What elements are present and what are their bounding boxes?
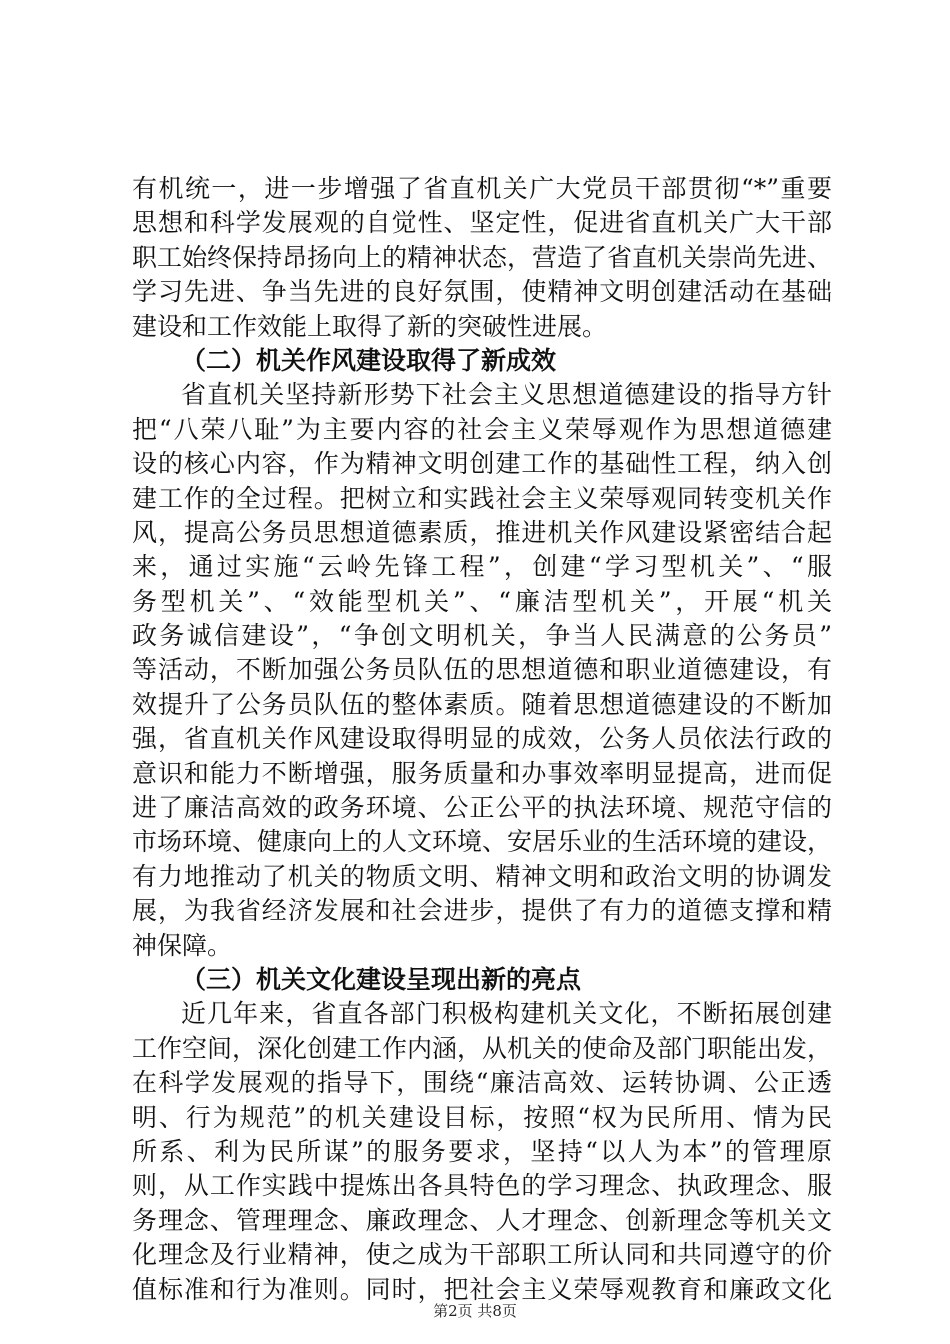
text-line: 把“八荣八耻”为主要内容的社会主义荣辱观作为思想道德建 [132,414,832,444]
text-line: 意识和能力不断增强，服务质量和办事效率明显提高，进而促 [132,758,832,788]
text-line: 神保障。 [132,930,233,960]
text-line: 所系、利为民所谋”的服务要求，坚持“以人为本”的管理原 [132,1136,832,1166]
text-line: 建设和工作效能上取得了新的突破性进展。 [132,311,608,341]
text-line: 进了廉洁高效的政务环境、公正公平的执法环境、规范守信的 [132,793,832,823]
text-line: 学习先进、争当先进的良好氛围，使精神文明创建活动在基础 [132,277,832,307]
section-heading-2: （二）机关作风建设取得了新成效 [181,345,557,375]
text-line: 省直机关坚持新形势下社会主义思想道德建设的指导方针 [181,380,832,410]
text-line: 效提升了公务员队伍的整体素质。随着思想道德建设的不断加 [132,689,832,719]
text-line: 有机统一，进一步增强了省直机关广大党员干部贯彻“*”重要 [132,174,832,203]
page-footer: 第2页 共8页 [433,1302,517,1320]
paragraph-2 [132,378,832,963]
text-line: 在科学发展观的指导下，围绕“廉洁高效、运转协调、公正透 [132,1068,832,1098]
text-line: 建工作的全过程。把树立和实践社会主义荣辱观同转变机关作 [132,483,832,513]
text-line: 近几年来，省直各部门积极构建机关文化，不断拓展创建 [181,999,832,1029]
text-line: 则，从工作实践中提炼出各具特色的学习理念、执政理念、服 [132,1171,832,1201]
text-line: 有力地推动了机关的物质文明、精神文明和政治文明的协调发 [132,861,832,891]
text-line: 强，省直机关作风建设取得明显的成效，公务人员依法行政的 [132,724,832,754]
text-line: 化理念及行业精神，使之成为干部职工所认同和共同遵守的价 [132,1240,832,1270]
section-heading-3: （三）机关文化建设呈现出新的亮点 [181,964,582,994]
text-line: 务理念、管理理念、廉政理念、人才理念、创新理念等机关文 [132,1205,832,1235]
text-line: 职工始终保持昂扬向上的精神状态，营造了省直机关崇尚先进、 [132,242,833,272]
text-line: 思想和科学发展观的自觉性、坚定性，促进省直机关广大干部 [132,208,832,238]
text-line: 来，通过实施“云岭先锋工程”，创建“学习型机关”、“服 [132,552,832,582]
text-line: 设的核心内容，作为精神文明创建工作的基础性工程，纳入创 [132,449,832,479]
text-line: 风，提高公务员思想道德素质，推进机关作风建设紧密结合起 [132,517,832,547]
document-body [132,172,832,1307]
text-line: 明、行为规范”的机关建设目标，按照“权为民所用、情为民 [132,1102,832,1132]
paragraph-3 [132,997,832,1307]
text-line: 值标准和行为准则。同时，把社会主义荣辱观教育和廉政文化 [132,1274,832,1304]
text-line: 务型机关”、“效能型机关”、“廉洁型机关”，开展“机关 [132,586,832,616]
text-line: 政务诚信建设”，“争创文明机关，争当人民满意的公务员” [132,621,832,651]
text-line: 等活动，不断加强公务员队伍的思想道德和职业道德建设，有 [132,655,832,685]
paragraph-1 [132,172,832,344]
text-line: 工作空间，深化创建工作内涵，从机关的使命及部门职能出发， [132,1033,833,1063]
text-line: 市场环境、健康向上的人文环境、安居乐业的生活环境的建设， [132,827,833,857]
text-line: 展，为我省经济发展和社会进步，提供了有力的道德支撑和精 [132,896,832,926]
